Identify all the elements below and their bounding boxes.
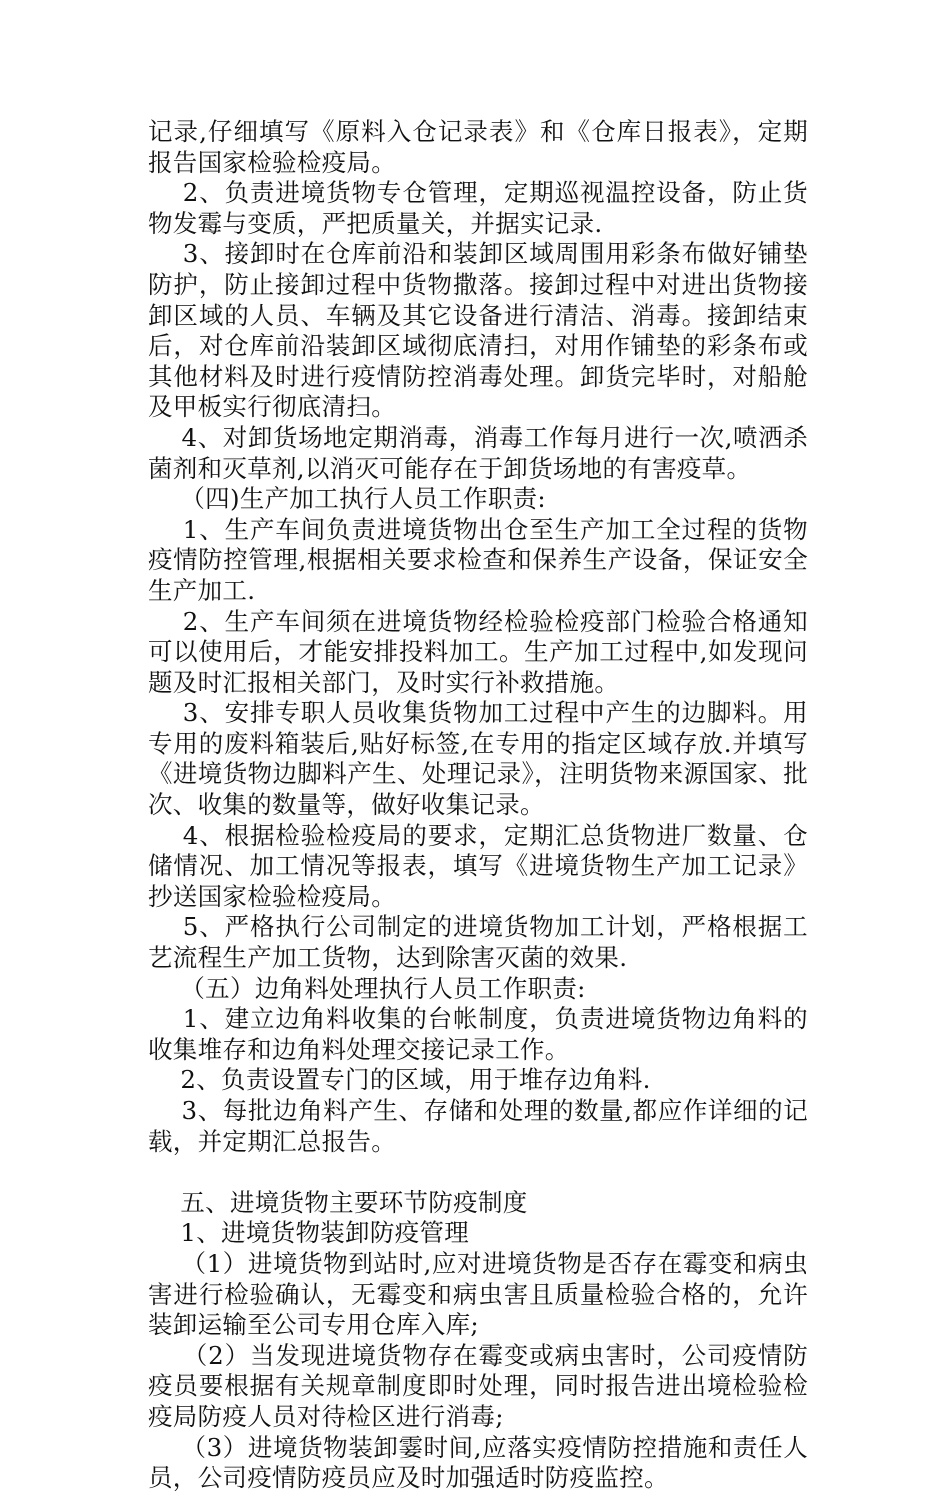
paragraph-continuation: 记录,仔细填写《原料入仓记录表》和《仓库日报表》，定期报告国家检验检疫局。 — [148, 117, 808, 177]
chapter-heading-5: 五、进境货物主要环节防疫制度 — [148, 1187, 528, 1217]
section-heading-4: （四)生产加工执行人员工作职责: — [148, 484, 546, 514]
paragraph-production-3: 3、安排专职人员收集货物加工过程中产生的边脚料。用专用的废料箱装后,贴好标签,在专用的指定区域存放.并填写《进境货物边脚料产生、处理记录》，注明货物来源国家、批次、收集的数量等，做好收集记录。 — [148, 698, 808, 820]
paragraph-item-4: 4、对卸货场地定期消毒，消毒工作每月进行一次,喷洒杀菌剂和灭草剂,以消灭可能存在于卸货场地的有害疫草。 — [148, 422, 808, 483]
subsection-heading-1: 1、进境货物装卸防疫管理 — [148, 1218, 470, 1248]
paragraph-item-3: 3、接卸时在仓库前沿和装卸区域周围用彩条布做好铺垫防护，防止接卸过程中货物撒落。接卸过程中对进出货物接卸区域的人员、车辆及其它设备进行清洁、消毒。接卸结束后，对仓库前沿装卸区域彻底清扫，对用作铺垫的彩条布或其他材料及时进行疫情防控消毒处理。卸货完毕时，对船舱及甲板实行彻底清扫。 — [148, 239, 808, 422]
paragraph-production-5: 5、严格执行公司制定的进境货物加工计划，严格根据工艺流程生产加工货物，达到除害灭菌的效果. — [148, 912, 808, 973]
paragraph-item-2: 2、负责进境货物专仓管理，定期巡视温控设备，防止货物发霉与变质，严把质量关，并据实记录. — [148, 178, 808, 238]
paragraph-production-2: 2、生产车间须在进境货物经检验检疫部门检验合格通知可以使用后，才能安排投料加工。生产加工过程中,如发现问题及时汇报相关部门，及时实行补救措施。 — [148, 606, 808, 697]
paragraph-production-1: 1、生产车间负责进境货物出仓至生产加工全过程的货物疫情防控管理,根据相关要求检查和保养生产设备，保证安全生产加工. — [148, 514, 808, 605]
paragraph-clause-1: （1）进境货物到站时,应对进境货物是否存在霉变和病虫害进行检验确认，无霉变和病虫害且质量检验合格的，允许装卸运输至公司专用仓库入库; — [148, 1248, 808, 1340]
section-heading-5: （五）边角料处理执行人员工作职责: — [148, 973, 586, 1003]
paragraph-clause-2: （2）当发现进境货物存在霉变或病虫害时，公司疫情防疫员要根据有关规章制度即时处理，同时报告进出境检验检疫局防疫人员对待检区进行消毒; — [148, 1340, 808, 1431]
paragraph-scrap-2: 2、负责设置专门的区域，用于堆存边角料. — [148, 1065, 651, 1095]
paragraph-production-4: 4、根据检验检疫局的要求，定期汇总货物进厂数量、仓储情况、加工情况等报表，填写《进境货物生产加工记录》抄送国家检验检疫局。 — [148, 820, 808, 911]
paragraph-scrap-1: 1、建立边角料收集的台帐制度，负责进境货物边角料的收集堆存和边角料处理交接记录工作。 — [148, 1004, 808, 1064]
blank-line — [148, 1157, 808, 1188]
paragraph-clause-3: （3）进境货物装卸霎时间,应落实疫情防控措施和责任人员，公司疫情防疫员应及时加强适时防疫监控。 — [148, 1432, 808, 1493]
paragraph-scrap-3: 3、每批边角料产生、存储和处理的数量,都应作详细的记载，并定期汇总报告。 — [148, 1096, 808, 1156]
document-page — [148, 117, 808, 1494]
